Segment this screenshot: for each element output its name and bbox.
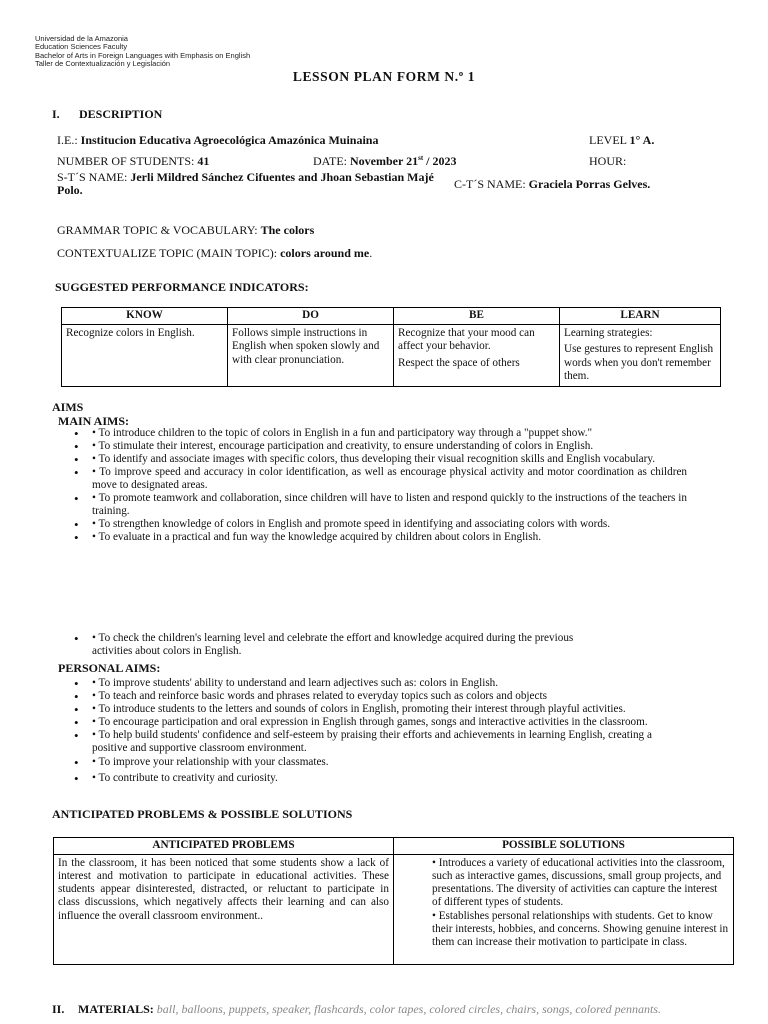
- field-label: C-T´S NAME:: [454, 177, 529, 191]
- cell-line: Recognize that your mood can affect your behavior.: [398, 326, 535, 352]
- list-item: • • To check the children's learning level and celebrate the effort and knowledge acquired during the previous activities about colors in English.: [74, 632, 687, 658]
- table-header: BE: [394, 308, 560, 325]
- materials-field: [78, 1002, 661, 1017]
- institution-field: [57, 133, 378, 148]
- main-aims-list: [74, 427, 687, 544]
- header-line: Education Sciences Faculty: [35, 42, 128, 52]
- table-cell: In the classroom, it has been noticed that some students show a lack of interest and motivation to participate in educational activities. These students appear disinterested, distracted, or reluctant to participate in class discussions, which negatively affects their learning and can also influence the overall classroom environment..: [54, 854, 394, 964]
- level-field: [589, 133, 654, 148]
- cell-line: • Establishes personal relationships with students. Get to know their interests, hobbies, and concerns. Showing genuine interest in them can increase their motivation to participate in class.: [432, 909, 729, 949]
- table-header-row: [62, 308, 721, 325]
- list-item: • • To evaluate in a practical and fun way the knowledge acquired by children about colors in English.: [74, 531, 687, 544]
- field-value: November 21: [350, 154, 419, 168]
- field-value: 1° A.: [629, 133, 655, 147]
- table-header: DO: [228, 308, 394, 325]
- cell-line: Learning strategies:: [564, 326, 653, 339]
- section-title: MATERIALS:: [78, 1002, 154, 1016]
- list-item: • • To stimulate their interest, encourage participation and creativity, to ensure understanding of colors in English.: [74, 440, 687, 453]
- field-label: NUMBER OF STUDENTS:: [57, 154, 198, 168]
- hour-field: HOUR:: [589, 154, 627, 168]
- field-tail: .: [369, 246, 373, 260]
- table-cell: Follows simple instructions in English when spoken slowly and with clear pronunciation.: [228, 324, 394, 386]
- table-cell: Recognize colors in English.: [62, 324, 228, 386]
- indicators-title: SUGGESTED PERFORMANCE INDICATORS:: [55, 280, 309, 294]
- field-label: GRAMMAR TOPIC & VOCABULARY:: [57, 223, 261, 237]
- list-item: • • To encourage participation and oral expression in English through games, songs and interactive activities in the classroom.: [74, 716, 687, 729]
- list-item: • • To improve your relationship with your classmates.: [74, 756, 687, 769]
- table-cell: [394, 854, 734, 964]
- aims-title: AIMS: [52, 400, 84, 414]
- table-header: KNOW: [62, 308, 228, 325]
- list-item: • • To introduce students to the letters and sounds of colors in English, promoting their interest through playful activities.: [74, 703, 687, 716]
- grammar-field: [57, 223, 314, 238]
- problems-table: [53, 837, 734, 965]
- field-label: DATE:: [313, 154, 350, 168]
- list-item: • • To improve students' ability to understand and learn adjectives such as: colors in English.: [74, 677, 687, 690]
- field-label: I.E.:: [57, 133, 81, 147]
- section-title: DESCRIPTION: [79, 107, 163, 121]
- section-number: I.: [52, 107, 60, 121]
- students-field: [57, 154, 209, 169]
- table-header: LEARN: [560, 308, 721, 325]
- field-label: LEVEL: [589, 133, 630, 147]
- table-row: [62, 324, 721, 386]
- cell-line: Use gestures to represent English words when you don't remember them.: [564, 343, 714, 382]
- context-field: [57, 246, 372, 261]
- header-line: Taller de Contextualización y Legislación: [35, 58, 171, 68]
- field-value: colors around me: [280, 246, 370, 260]
- list-item: • • To introduce children to the topic of colors in English in a fun and participatory way through a "puppet show.": [74, 427, 687, 440]
- indicators-table: [61, 307, 721, 387]
- list-item: • • To contribute to creativity and curiosity.: [74, 772, 687, 785]
- materials-value: ball, balloons, puppets, speaker, flashcards, color tapes, colored circles, chairs, songs, colored pennants.: [156, 1002, 661, 1016]
- list-item: • • To promote teamwork and collaboration, since children will have to listen and respond quickly to the instructions of the teachers in training.: [74, 492, 687, 518]
- date-field: [313, 154, 457, 169]
- list-item: • • To strengthen knowledge of colors in English and promote speed in identifying and associating colors with words.: [74, 518, 687, 531]
- student-teachers-field: [57, 171, 437, 197]
- personal-aims-title: PERSONAL AIMS:: [58, 661, 161, 675]
- list-item: • • To identify and associate images with specific colors, thus developing their visual recognition skills and English vocabulary.: [74, 453, 687, 466]
- table-cell: [394, 324, 560, 386]
- field-value: Institucion Educativa Agroecológica Amazónica Muinaina: [80, 133, 379, 147]
- header-line: Bachelor of Arts in Foreign Languages with Emphasis on English: [35, 50, 251, 60]
- cooperating-teacher-field: [454, 177, 650, 192]
- field-value-sup: st: [418, 154, 424, 162]
- table-header: POSSIBLE SOLUTIONS: [394, 838, 734, 855]
- list-item: • • To teach and reinforce basic words and phrases related to everyday topics such as colors and objects: [74, 690, 687, 703]
- field-label: CONTEXTUALIZE TOPIC (MAIN TOPIC):: [57, 246, 281, 260]
- table-cell: [560, 324, 721, 386]
- section-number: II.: [52, 1002, 65, 1016]
- cell-line: • Introduces a variety of educational activities into the classroom, such as interactive games, discussions, small group projects, and presentations. The diversity of activities can capture the interest of different types of students.: [432, 856, 725, 909]
- page-title: LESSON PLAN FORM N.º 1: [292, 69, 476, 84]
- field-value: 41: [197, 154, 210, 168]
- field-value: Graciela Porras Gelves.: [528, 177, 651, 191]
- field-label: S-T´S NAME:: [57, 170, 131, 184]
- table-row: [54, 854, 734, 964]
- table-header-row: [54, 838, 734, 855]
- list-item: • • To improve speed and accuracy in color identification, as well as encourage physical activity and motor coordination as children move to designated areas.: [74, 466, 687, 492]
- table-header: ANTICIPATED PROBLEMS: [54, 838, 394, 855]
- field-value-tail: / 2023: [423, 154, 457, 168]
- header-line: Universidad de la Amazonia: [35, 34, 128, 43]
- main-aims-extra-list: [74, 632, 687, 658]
- main-aims-title: MAIN AIMS:: [58, 414, 129, 428]
- problems-title: ANTICIPATED PROBLEMS & POSSIBLE SOLUTIONS: [52, 807, 353, 821]
- field-value: The colors: [260, 223, 315, 237]
- field-value: Jerli Mildred Sánchez Cifuentes and Jhoan Sebastian Majé Polo.: [57, 170, 434, 197]
- list-item: • • To help build students' confidence and self-esteem by praising their efforts and achievements in learning English, creating a positive and supportive classroom environment.: [74, 729, 687, 755]
- institution-header: [35, 35, 250, 68]
- personal-aims-list: [74, 677, 687, 785]
- cell-line: Respect the space of others: [398, 356, 520, 369]
